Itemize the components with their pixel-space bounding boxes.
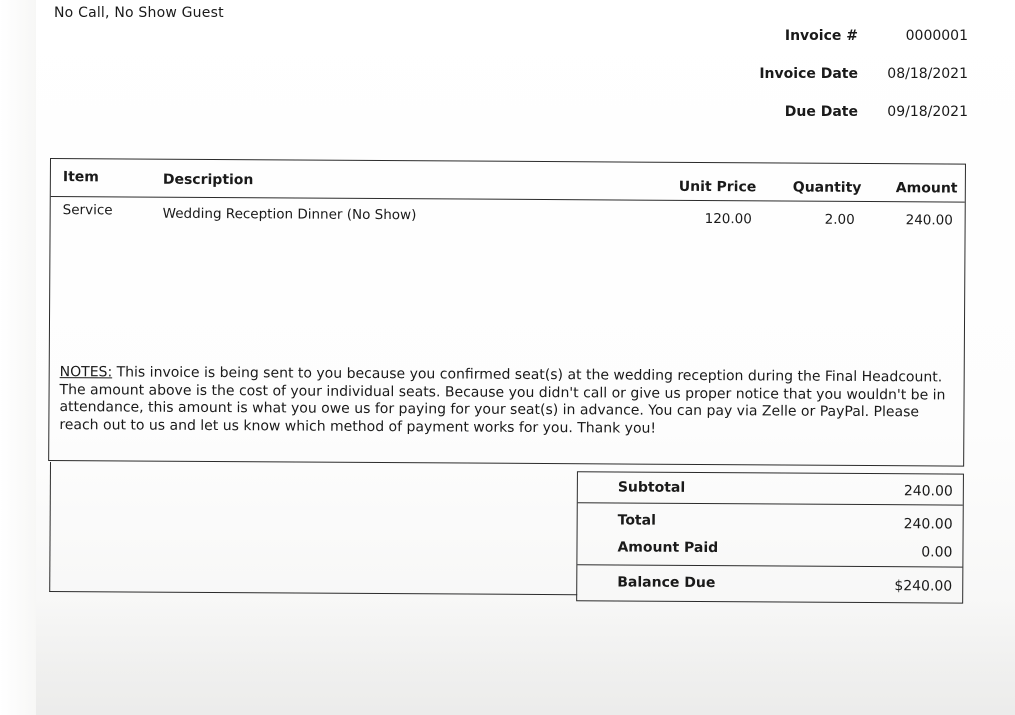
- header-description: Description: [162, 171, 254, 189]
- row-description: Wedding Reception Dinner (No Show): [162, 205, 417, 224]
- subtotal-value: 240.00: [903, 483, 953, 500]
- notes-label: NOTES:: [59, 364, 113, 381]
- row-quantity: 2.00: [824, 211, 855, 228]
- invoice-number-label: Invoice #: [784, 28, 858, 44]
- due-date-row: [700, 104, 968, 124]
- amount-paid-value: 0.00: [921, 544, 953, 561]
- subtotal-label: Subtotal: [617, 479, 686, 496]
- customer-name: No Call, No Show Guest: [54, 5, 224, 21]
- invoice-date-row: [700, 66, 968, 86]
- header-divider: [51, 196, 965, 203]
- header-item: Item: [62, 169, 99, 186]
- page-shadow-left: [0, 0, 36, 715]
- balance-due-value: $240.00: [894, 578, 953, 595]
- header-amount: Amount: [895, 180, 958, 197]
- subtotal-divider: [578, 502, 963, 505]
- row-item: Service: [62, 202, 113, 219]
- notes-text: This invoice is being sent to you because you confirmed seat(s) at the wedding reception during the Final Headcount. The amount above is the cost of your individual seats. Because you didn't call or give us proper notice that you wouldn't be in attendance, this amount is what you owe us for paying for your seat(s) in advance. You can pay via Zelle or PayPal. Please reach out to us and let us know which method of payment works for you. Thank you!: [59, 364, 946, 437]
- invoice-date-label: Invoice Date: [759, 66, 858, 82]
- page-shadow-bottom: [36, 600, 1015, 715]
- totals-blank-area: [49, 462, 578, 595]
- row-amount: 240.00: [905, 212, 953, 229]
- notes-paragraph: [59, 364, 954, 439]
- due-date-value: 09/18/2021: [887, 104, 968, 120]
- totals-box: [576, 471, 964, 603]
- total-value: 240.00: [903, 516, 953, 533]
- balance-due-label: Balance Due: [617, 574, 716, 592]
- header-unit-price: Unit Price: [678, 178, 757, 196]
- header-quantity: Quantity: [792, 179, 862, 196]
- row-unit-price: 120.00: [704, 211, 752, 228]
- amount-paid-label: Amount Paid: [617, 539, 719, 557]
- invoice-number-value: 0000001: [905, 28, 968, 44]
- invoice-number-row: [700, 28, 968, 48]
- totals-section: [49, 462, 964, 600]
- line-items-table: [48, 158, 966, 467]
- invoice-date-value: 08/18/2021: [887, 66, 968, 82]
- due-date-label: Due Date: [784, 104, 858, 120]
- total-label: Total: [617, 512, 656, 529]
- balance-divider: [577, 564, 962, 567]
